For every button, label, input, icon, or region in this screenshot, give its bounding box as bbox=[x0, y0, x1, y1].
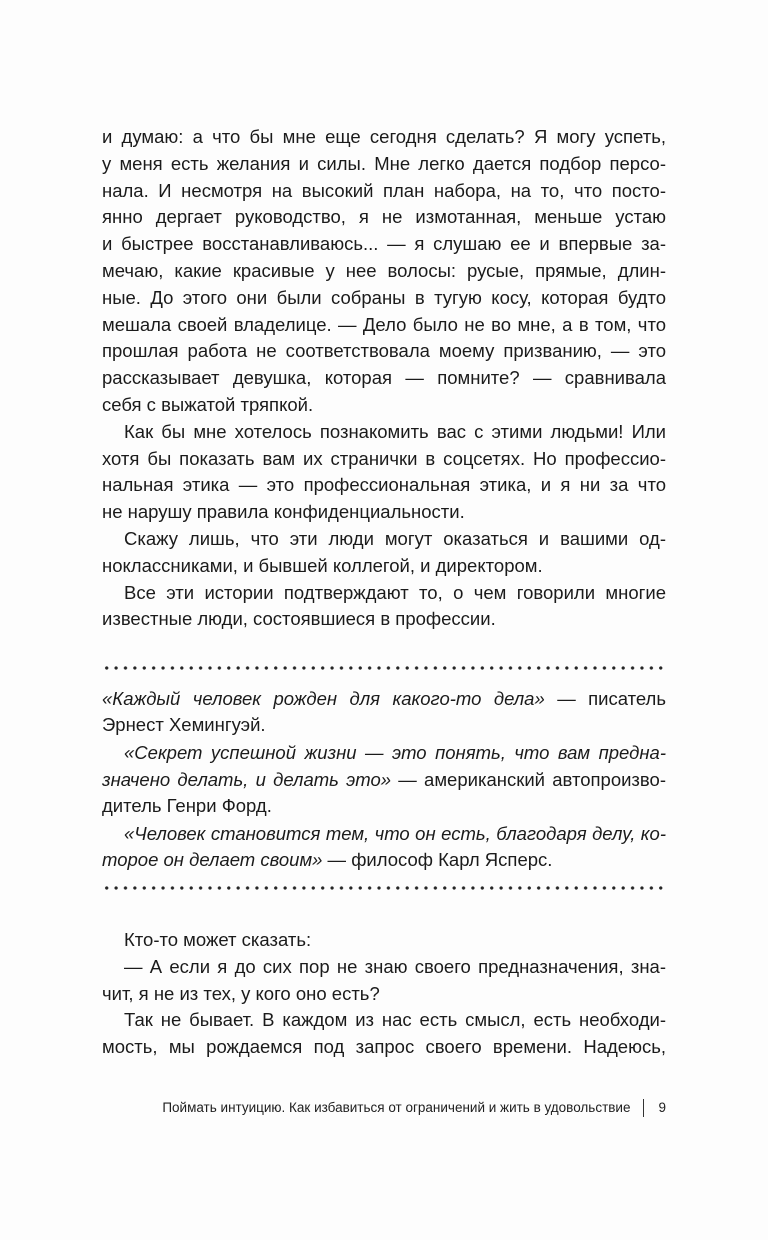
quote-attribution: — философ Карл Ясперс. bbox=[322, 849, 553, 871]
paragraph bbox=[102, 1007, 666, 1061]
footer-divider bbox=[643, 1099, 644, 1117]
quote-attribution: — писатель bbox=[544, 688, 666, 709]
paragraph bbox=[102, 927, 666, 954]
quote-attribution: дитель Генри Форд. bbox=[102, 794, 272, 816]
text-line: рассказывает девушка, которая — помните? — сравнивала bbox=[102, 367, 666, 389]
text-line: ноклассниками, и бывшей коллегой, и директором. bbox=[102, 554, 543, 576]
text-line: Скажу лишь, что эти люди могут оказаться и вашими од- bbox=[124, 527, 666, 549]
text-line: Кто-то может сказать: bbox=[124, 929, 312, 950]
text-line: себя с выжатой тряпкой. bbox=[102, 393, 314, 415]
text-line: мость, мы рождаемся под запрос своего времени. Надеюсь, bbox=[102, 1036, 666, 1058]
text-line: мечаю, какие красивые у нее волосы: русые, прямые, длин- bbox=[102, 259, 666, 281]
page-number: 9 bbox=[658, 1100, 666, 1115]
paragraph bbox=[102, 580, 666, 634]
quote-line bbox=[102, 793, 666, 819]
quote bbox=[102, 821, 666, 873]
running-footer bbox=[162, 1098, 666, 1118]
quote-line bbox=[102, 821, 666, 847]
quote-line bbox=[102, 847, 666, 873]
text-line: хотя бы показать вам их странички в соцсетях. Но профессио- bbox=[102, 447, 666, 469]
text-line: Так не бывает. В каждом из нас есть смысл, есть необходи- bbox=[124, 1009, 666, 1031]
text-line: нала. И несмотря на высокий план набора, на то, что посто- bbox=[102, 179, 666, 201]
quote-text: значено делать, и делать это» bbox=[102, 768, 392, 790]
quote-line bbox=[102, 686, 666, 712]
closing-text bbox=[102, 927, 666, 1061]
quote-attribution: — американский автопроизво- bbox=[391, 768, 666, 790]
paragraph bbox=[102, 419, 666, 526]
text-line: Как бы мне хотелось познакомить вас с этими людьми! Или bbox=[124, 420, 666, 442]
paragraph bbox=[102, 954, 666, 1008]
quote-block bbox=[102, 686, 666, 873]
quote-text: «Человек становится тем, что он есть, благодаря делу, ко- bbox=[124, 822, 666, 844]
quote-line bbox=[102, 740, 666, 766]
quote-text: торое он делает своим» bbox=[102, 849, 323, 871]
text-line: и быстрее восстанавливаюсь... — я слушаю ее и впервые за- bbox=[102, 233, 666, 255]
quote bbox=[102, 686, 666, 738]
text-line: известные люди, состоявшиеся в профессии. bbox=[102, 608, 496, 630]
text-line: Все эти истории подтверждают то, о чем говорили многие bbox=[124, 581, 666, 603]
quote bbox=[102, 740, 666, 819]
text-line: янно дергает руководство, я не измотанная, меньше устаю bbox=[102, 206, 666, 228]
text-line: и думаю: а что бы мне еще сегодня сделать? Я могу успеть, bbox=[102, 126, 666, 147]
dotted-divider bbox=[102, 886, 666, 890]
text-line: мешала своей владелице. — Дело было не во мне, а в том, что bbox=[102, 313, 666, 335]
text-line: не нарушу правила конфиденциальности. bbox=[102, 501, 465, 523]
text-line: ные. До этого они были собраны в тугую косу, которая будто bbox=[102, 286, 666, 308]
text-line: — А если я до сих пор не знаю своего предназначения, зна- bbox=[124, 955, 666, 977]
paragraph bbox=[102, 124, 666, 419]
dotted-divider bbox=[102, 666, 666, 670]
paragraph bbox=[102, 526, 666, 580]
text-line: чит, я не из тех, у кого оно есть? bbox=[102, 982, 380, 1004]
quote-attribution: Эрнест Хемингуэй. bbox=[102, 714, 266, 736]
quote-text: «Секрет успешной жизни — это понять, что вам предна- bbox=[124, 742, 666, 764]
quote-line bbox=[102, 767, 666, 793]
quote-text: «Каждый человек рожден для какого-то дела» bbox=[102, 688, 545, 709]
quote-line bbox=[102, 712, 666, 738]
main-text bbox=[102, 124, 666, 633]
text-line: прошлая работа не соответствовала моему призванию, — это bbox=[102, 340, 666, 362]
text-line: у меня есть желания и силы. Мне легко дается подбор персо- bbox=[102, 152, 666, 174]
text-line: нальная этика — это профессиональная этика, и я ни за что bbox=[102, 474, 666, 496]
running-title: Поймать интуицию. Как избавиться от ограничений и жить в удовольствие bbox=[162, 1100, 631, 1115]
